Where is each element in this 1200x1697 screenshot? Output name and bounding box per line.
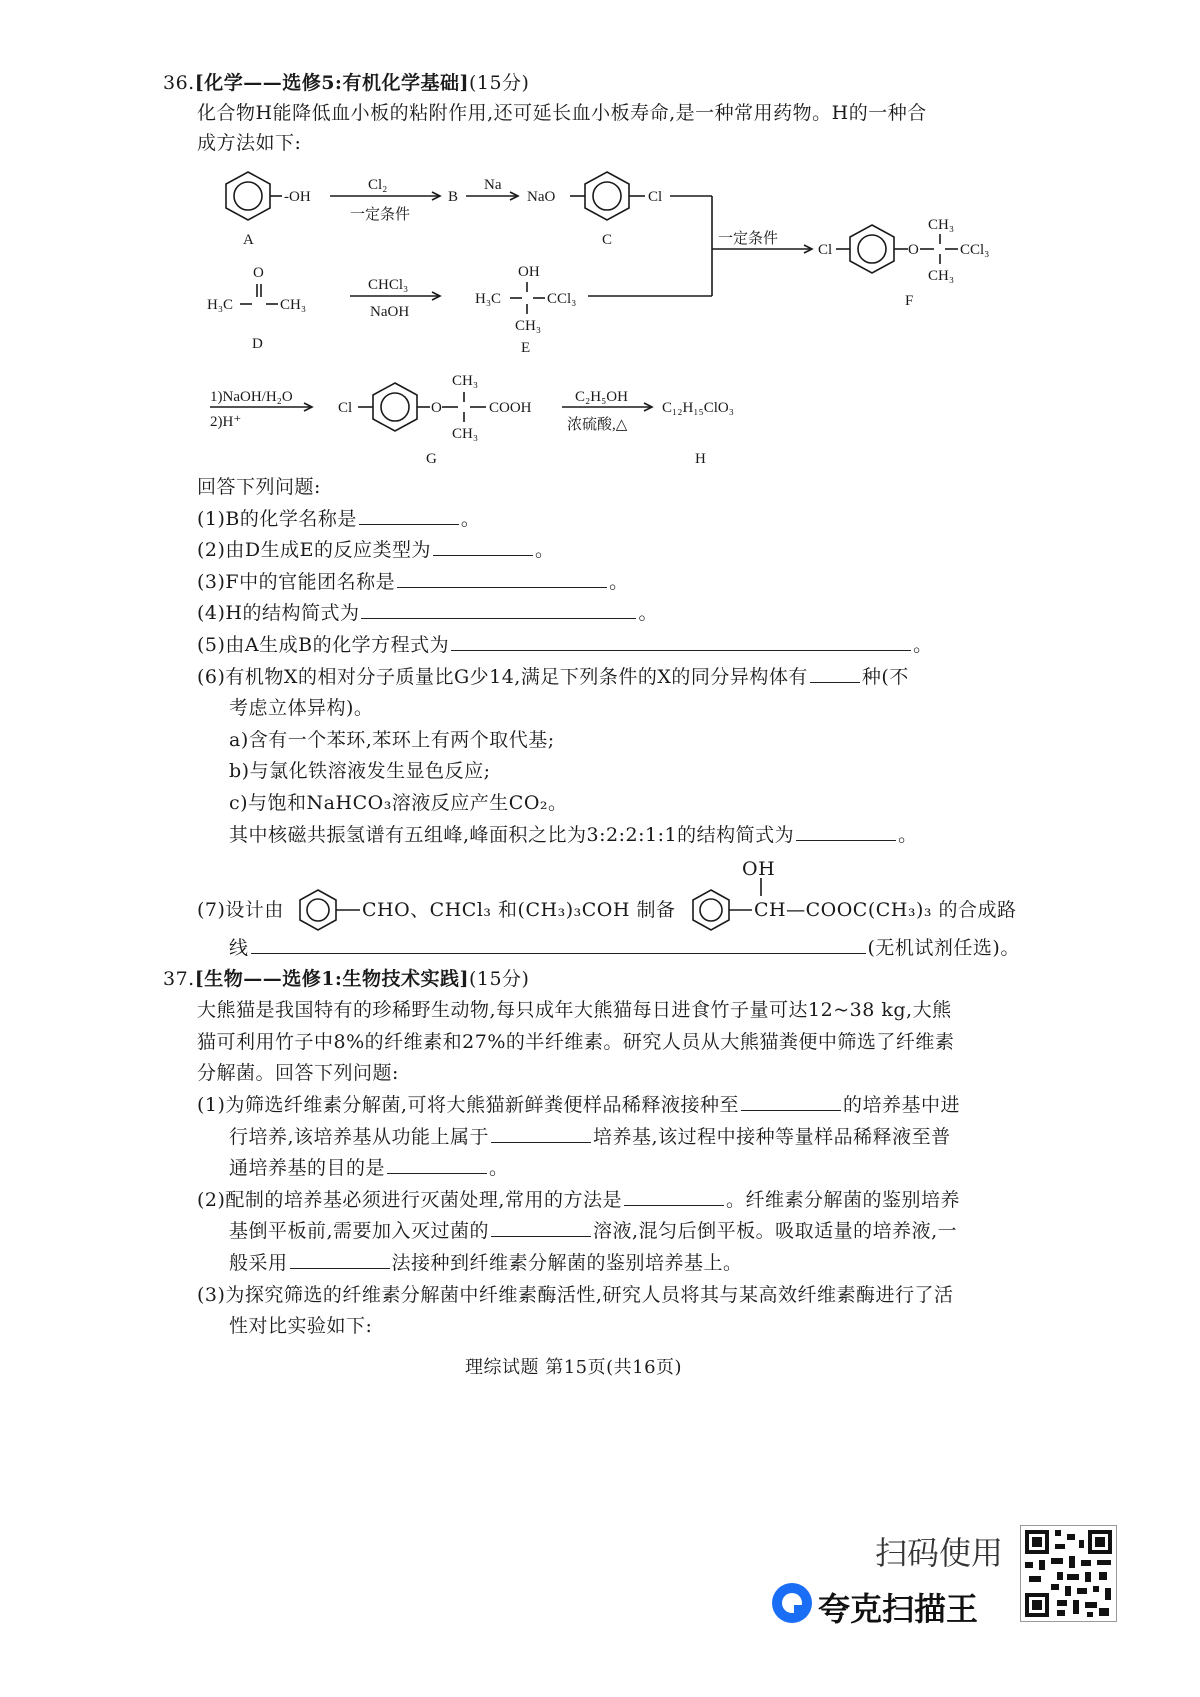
- q36-q2-blank[interactable]: [433, 537, 533, 556]
- q37-q2-b: 。纤维素分解菌的鉴别培养: [725, 1189, 960, 1211]
- label-F: F: [905, 293, 914, 309]
- q37-q1-blank-3[interactable]: [387, 1155, 487, 1174]
- q36-intro-2: 成方法如下:: [197, 132, 302, 154]
- G-cooh: COOH: [489, 400, 532, 416]
- q37-p3: 分解菌。回答下列问题:: [197, 1062, 399, 1084]
- period: 。: [913, 634, 933, 656]
- period: 。: [898, 824, 918, 846]
- ring-G: [373, 383, 417, 431]
- G-o: O: [431, 400, 442, 416]
- label-G: G: [426, 451, 437, 467]
- q36-q2-text: (2)由D生成E的反应类型为: [197, 539, 432, 561]
- q36-q6-blank[interactable]: [810, 664, 860, 683]
- arrow2-top: Na: [484, 177, 502, 193]
- D-ch3: CH₃: [280, 297, 307, 313]
- F-o: O: [908, 242, 919, 258]
- C-cl: Cl: [648, 189, 663, 205]
- q36-q4-blank[interactable]: [361, 600, 636, 619]
- q36-q7-cho: CHO、CHCl₃ 和(CH₃)₃COH 制备: [362, 899, 676, 921]
- quark-logo-icon: [772, 1583, 812, 1623]
- q36-q6-tail: 种(不: [861, 666, 909, 688]
- arrow4-top: CHCl₃: [368, 277, 409, 293]
- G-cl: Cl: [338, 400, 353, 416]
- q36-q7-blank[interactable]: [251, 935, 866, 954]
- q36-number: 36.: [163, 72, 195, 94]
- q36-q6-c: 考虑立体异构)。: [229, 697, 374, 719]
- label-H: H: [695, 451, 706, 467]
- q37-q2-line2: [229, 1218, 957, 1244]
- q37-q1-blank-1[interactable]: [741, 1092, 841, 1111]
- q36-score: (15分): [468, 72, 530, 94]
- q7-ring-benzaldehyde: [300, 890, 336, 930]
- q37-q2-f: 法接种到纤维素分解菌的鉴别培养基上。: [391, 1252, 743, 1274]
- label-A: A: [243, 232, 254, 248]
- ring-C: [585, 172, 629, 220]
- E-h3c: H₃C: [475, 291, 502, 307]
- arrow4-bottom: NaOH: [370, 304, 410, 320]
- period: 。: [489, 1157, 509, 1179]
- A-oh: -OH: [284, 189, 311, 205]
- q37-header: [163, 966, 529, 992]
- q36-q3-blank[interactable]: [397, 569, 607, 588]
- E-ccl3: CCl₃: [547, 291, 577, 307]
- arrow1-top: Cl₂: [368, 177, 388, 193]
- q36-q7-a: (7)设计由: [197, 899, 284, 921]
- q37-q1-c: 行培养,该培养基从功能上属于: [229, 1126, 490, 1148]
- q37-score: (15分): [468, 968, 530, 990]
- ring-A: [226, 172, 270, 220]
- q37-q1: [197, 1092, 960, 1118]
- arrow6-bottom: 浓硫酸,△: [567, 417, 628, 433]
- ring-F: [850, 225, 894, 273]
- q36-q3: [197, 569, 629, 595]
- q36-q7-product: CH—COOC(CH₃)₃ 的合成路: [754, 899, 1017, 921]
- q37-q2-a: (2)配制的培养基必须进行灭菌处理,常用的方法是: [197, 1189, 622, 1211]
- q36-q6-d-blank[interactable]: [796, 822, 896, 841]
- q37-q2-line3: [229, 1250, 743, 1276]
- scan-use-text: 扫码使用: [875, 1534, 1004, 1572]
- q37-q2-blank-2[interactable]: [491, 1218, 591, 1237]
- q37-q1-b: 的培养基中进: [842, 1094, 960, 1116]
- period: 。: [460, 508, 481, 530]
- D-o: O: [253, 265, 264, 281]
- arrow5-bottom: 2)H⁺: [210, 414, 242, 430]
- q37-q3-a: (3)为探究筛选的纤维素分解菌中纤维素酶活性,研究人员将其与某高效纤维素酶进行了活: [197, 1284, 954, 1306]
- q36-q1-blank[interactable]: [359, 506, 459, 525]
- label-C: C: [602, 232, 613, 248]
- q36-q7-line-text: 线: [229, 937, 249, 959]
- label-B-inline: B: [448, 189, 459, 205]
- q36-q6: [197, 664, 909, 690]
- q37-q3-b: 性对比实验如下:: [229, 1315, 373, 1337]
- q36-q5-text: (5)由A生成B的化学方程式为: [197, 634, 450, 656]
- q36-q7-oh: OH: [742, 858, 776, 880]
- D-h3c: H₃C: [207, 297, 234, 313]
- q36-q2: [197, 537, 555, 563]
- page-footer: 理综试题 第15页(共16页): [465, 1357, 683, 1378]
- H-formula: C₁₂H₁₅ClO₃: [662, 400, 734, 416]
- q36-intro-1: 化合物H能降低血小板的粘附作用,还可延长血小板寿命,是一种常用药物。H的一种合: [197, 102, 927, 124]
- G-ch3-top: CH₃: [452, 373, 479, 389]
- q37-q2-d: 溶液,混匀后倒平板。吸取适量的培养液,一: [593, 1220, 958, 1242]
- period: 。: [638, 602, 658, 624]
- C-nao: NaO: [527, 189, 556, 205]
- q36-q6-cond-a: a)含有一个苯环,苯环上有两个取代基;: [229, 729, 555, 751]
- q37-q2-e: 般采用: [229, 1252, 288, 1274]
- q37-q2-blank-1[interactable]: [624, 1187, 724, 1206]
- arrow6-top: C₂H₅OH: [575, 389, 628, 405]
- F-ch3-top: CH₃: [928, 217, 955, 233]
- q7-ring-product: [693, 890, 729, 930]
- F-cl: Cl: [818, 242, 833, 258]
- arrow1-bottom: 一定条件: [350, 207, 411, 223]
- label-E: E: [521, 340, 531, 356]
- q36-q6-cond-c: c)与饱和NaHCO₃溶液反应产生CO₂。: [229, 792, 568, 814]
- F-ccl3: CCl₃: [960, 242, 990, 258]
- q36-q4-text: (4)H的结构简式为: [197, 602, 360, 624]
- q37-q1-line3: [229, 1155, 509, 1181]
- q36-q5: [197, 632, 933, 658]
- period: 。: [609, 571, 629, 593]
- q36-q6-text: (6)有机物X的相对分子质量比G少14,满足下列条件的X的同分异构体有: [197, 666, 808, 688]
- q36-q1: [197, 506, 480, 532]
- F-ch3-bottom: CH₃: [928, 268, 955, 284]
- q36-q6-d: [229, 822, 918, 848]
- q37-q1-line2: [229, 1124, 951, 1150]
- arrow5-top: 1)NaOH/H₂O: [210, 389, 293, 405]
- q37-q1-a: (1)为筛选纤维素分解菌,可将大熊猫新鲜粪便样品稀释液接种至: [197, 1094, 739, 1116]
- q37-q2: [197, 1187, 960, 1213]
- q36-q7-end: (无机试剂任选)。: [867, 937, 1020, 959]
- q36-q6-cond-b: b)与氯化铁溶液发生显色反应;: [229, 760, 491, 782]
- q37-q1-e: 通培养基的目的是: [229, 1157, 386, 1179]
- q37-p1: 大熊猫是我国特有的珍稀野生动物,每只成年大熊猫每日进食竹子量可达12~38 kg,大熊: [197, 999, 952, 1021]
- ring-A-inner: [234, 182, 262, 210]
- q37-q1-blank-2[interactable]: [491, 1124, 591, 1143]
- period: 。: [535, 539, 555, 561]
- q37-q2-blank-3[interactable]: [290, 1250, 390, 1269]
- q36-q7-line: [229, 935, 1020, 961]
- q36-q3-text: (3)F中的官能团名称是: [197, 571, 396, 593]
- q37-q1-d: 培养基,该过程中接种等量样品稀释液至普: [593, 1126, 951, 1148]
- q36-q6-d-text: 其中核磁共振氢谱有五组峰,峰面积之比为3:2:2:1:1的结构简式为: [229, 824, 795, 846]
- q36-q1-text: (1)B的化学名称是: [197, 508, 357, 530]
- label-D: D: [252, 336, 263, 352]
- E-oh: OH: [518, 264, 540, 280]
- q36-title: [化学——选修5:有机化学基础]: [194, 72, 469, 94]
- q36-q5-blank[interactable]: [451, 632, 911, 651]
- arrow3-label: 一定条件: [718, 231, 779, 247]
- G-ch3-bottom: CH₃: [452, 426, 479, 442]
- q37-q2-c: 基倒平板前,需要加入灭过菌的: [229, 1220, 490, 1242]
- q37-title: [生物——选修1:生物技术实践]: [194, 968, 469, 990]
- q36-q4: [197, 600, 658, 626]
- E-ch3: CH₃: [515, 318, 542, 334]
- q37-p2: 猫可利用竹子中8%的纤维素和27%的半纤维素。研究人员从大熊猫粪便中筛选了纤维素: [197, 1031, 955, 1053]
- brand-text: 夸克扫描王: [818, 1590, 979, 1628]
- q36-answer-prompt: 回答下列问题:: [197, 476, 321, 498]
- qr-code-icon[interactable]: [1020, 1525, 1117, 1622]
- q37-number: 37.: [163, 968, 195, 990]
